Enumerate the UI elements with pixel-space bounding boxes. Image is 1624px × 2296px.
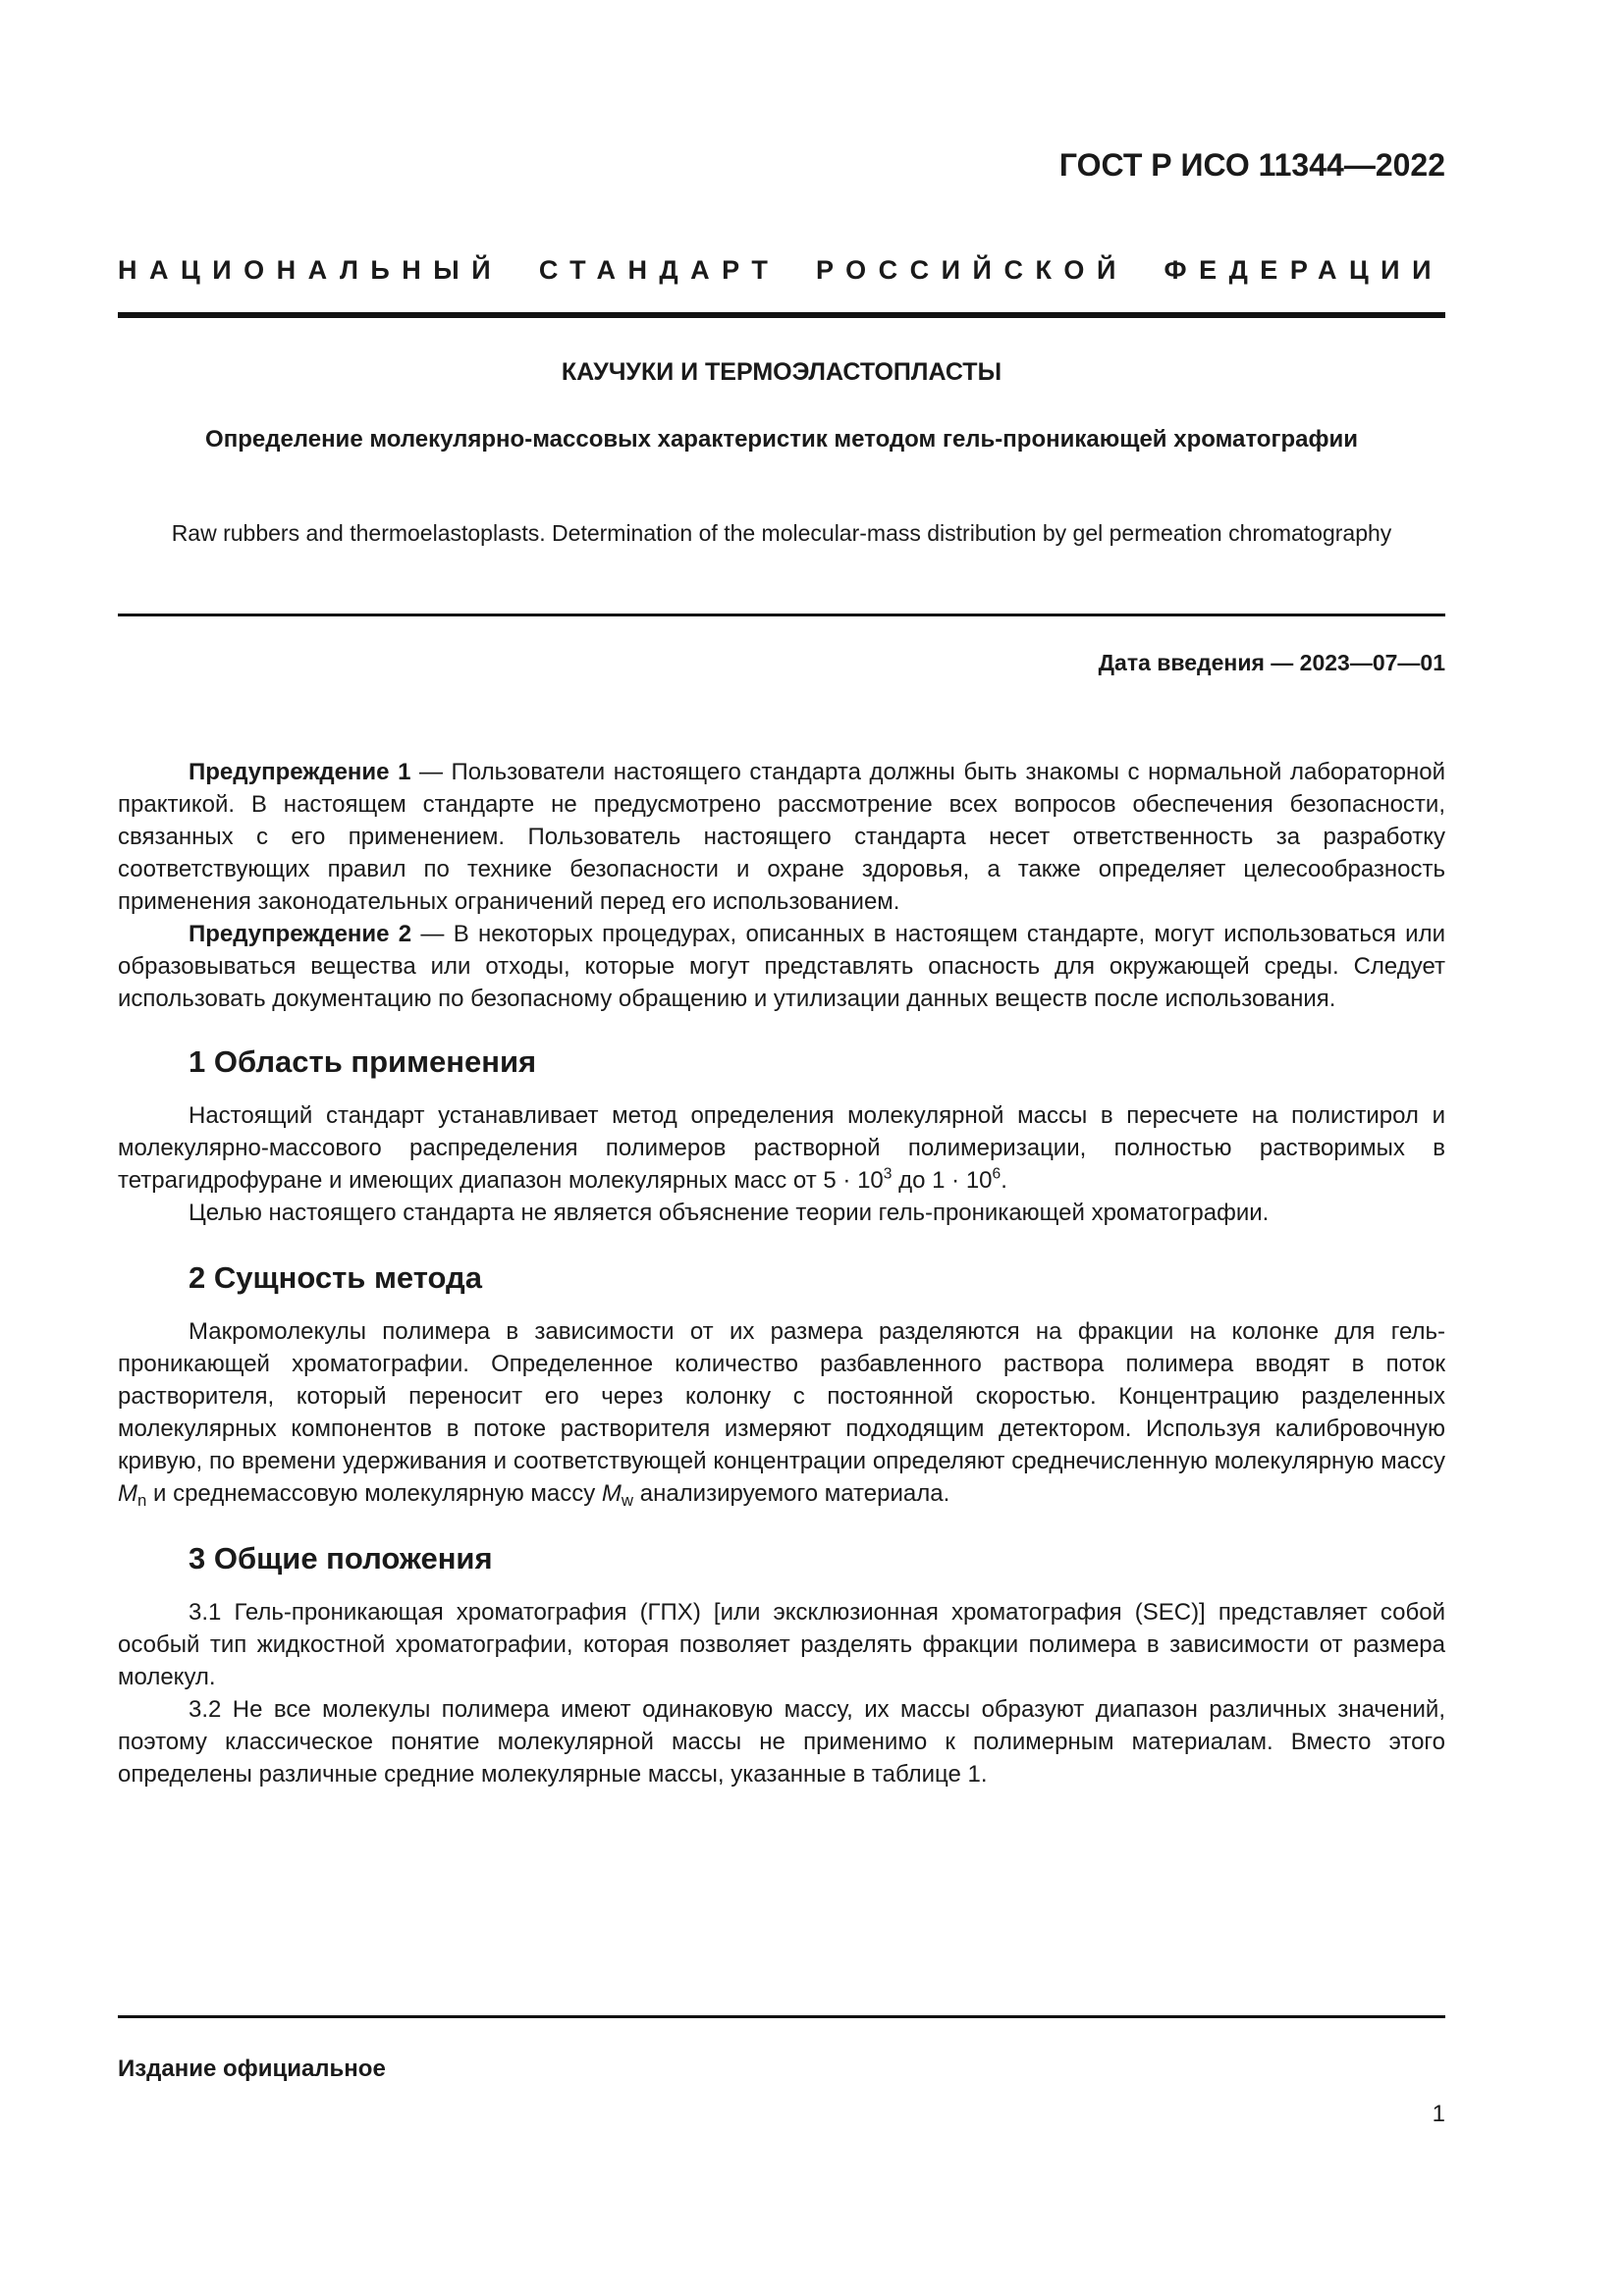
body-paragraph: 3.2 Не все молекулы полимера имеют одинаковую массу, их массы образуют диапазон различных значений, поэтому классическое понятие молекулярной массы не применимо к полимерным материалам. Вместо этого определены различные средние молекулярные массы, указанные в таблице 1. [118,1696,1445,1788]
body-paragraph: 3.1 Гель-проникающая хроматография (ГПХ) [или эксклюзионная хроматография (SEC)] представляет собой особый тип жидкостной хроматографии, которая позволяет разделять фракции полимера в зависимости от размера молекул. [118,1599,1445,1690]
footer-rule [118,2015,1445,2018]
warning-label: Предупреждение 2 [189,921,412,947]
body-paragraph: Настоящий стандарт устанавливает метод определения молекулярной массы в пересчете на полистирол и молекулярно-массового распределения полимеров растворной полимеризации, полностью растворимых в тетрагидрофуране и имеющих диапазон молекулярных масс от $5 \cdot 10^3$ до $1 \cdot 10^6$. [118,1102,1445,1194]
page-number: 1 [1432,2101,1445,2127]
document-number: ГОСТ Р ИСО 11344—2022 [1058,147,1445,183]
body-paragraph: Макромолекулы полимера в зависимости от их размера разделяются на фракции на колонке для гель-проникающей хроматографии. Определенное количество разбавленного раствора полимера вводят в поток растворителя, который переносит его через колонку с постоянной скоростью. Концентрацию разделенных молекулярных компонентов в потоке растворителя измеряют подходящим детектором. Используя калибровочную кривую, по времени удерживания и соответствующей концентрации определяют среднечисленную молекулярную массу $M_n$ и среднемассовую молекулярную массу $M_w$ анализируемого материала. [118,1318,1445,1511]
document-title: КАУЧУКИ И ТЕРМОЭЛАСТОПЛАСТЫ [561,358,1002,386]
symbol-mw: M [601,1480,622,1507]
section-heading: 1 Область применения [189,1044,537,1079]
document-body [118,756,1445,1790]
introduction-date: Дата введения — 2023—07—01 [1098,650,1445,675]
official-edition-label: Издание официальное [118,2056,386,2082]
warning-text: — В некоторых процедурах, описанных в настоящем стандарте, могут использоваться или образовываться вещества или отходы, которые могут представлять опасность для окружающей среды. Следует использовать документацию по безопасному обращению и утилизации данных веществ после использования. [118,921,1445,1012]
document-subtitle: Определение молекулярно-массовых характеристик методом гель-проникающей хроматографии [205,426,1358,453]
english-title: Raw rubbers and thermoelastoplasts. Determination of the molecular-mass distribution by gel permeation chromatography [171,520,1392,546]
national-standard-banner: НАЦИОНАЛЬНЫЙ СТАНДАРТ РОССИЙСКОЙ ФЕДЕРАЦИИ [118,255,1443,285]
section-heading: 2 Сущность метода [189,1260,482,1295]
warning-label: Предупреждение 1 [189,759,411,785]
warning-paragraph [118,918,1445,1015]
warning-paragraph [118,756,1445,918]
top-rule [118,312,1445,318]
title-rule [118,614,1445,616]
body-paragraph: Целью настоящего стандарта не является объяснение теории гель-проникающей хроматографии. [189,1200,1270,1226]
symbol-mn: M [118,1480,137,1507]
warning-text: — Пользователи настоящего стандарта должны быть знакомы с нормальной лабораторной практикой. В настоящем стандарте не предусмотрено рассмотрение всех вопросов обеспечения безопасности, связанных с его применением. Пользователь настоящего стандарта несет ответственность за разработку соответствующих правил по технике безопасности и охране здоровья, а также определяет целесообразность применения законодательных ограничений перед его использованием. [118,759,1445,915]
section-heading: 3 Общие положения [189,1541,493,1575]
